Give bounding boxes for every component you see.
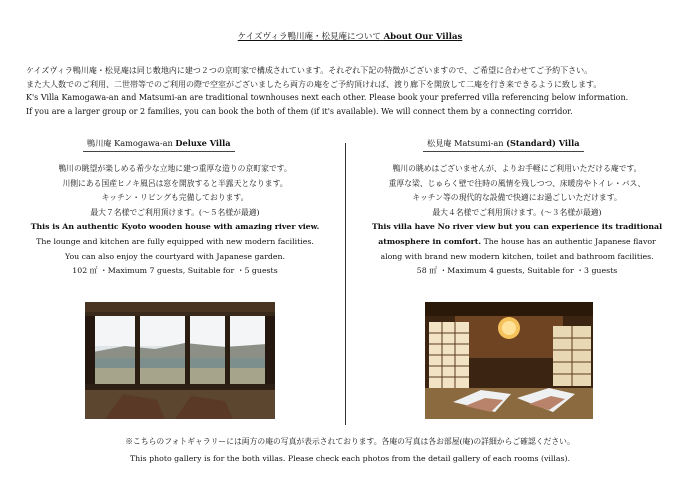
kamogawa-jp-line: 鴨川の眺望が楽しめる希少な立地に建つ重厚な造りの京町家です。 <box>58 164 292 173</box>
intro-line: ケイズヴィラ鴨川庵・松見庵は同じ敷地内に建つ２つの京町家で構成されています。それぞれ下記の特徴がございますので、ご希望に合わせてご予約下さい。 <box>26 66 593 75</box>
page-title <box>0 30 700 42</box>
intro-text <box>26 64 686 118</box>
intro-line: K's Villa Kamogawa-an and Matsumi-an are traditional townhouses next each other. Please book your preferred villa referencing below information. <box>26 93 629 102</box>
matsumi-jp-line: 重厚な梁、じゅらく壁で往時の風情を残しつつ、床暖房やトイレ・バス、 <box>388 178 646 188</box>
matsumi-description <box>352 162 682 279</box>
kamogawa-jp-line: キッチン・リビングも完備しております。 <box>101 193 249 203</box>
kamogawa-jp-line: 川側にある国産ヒノキ風呂は窓を開放すると半露天となります。 <box>62 178 288 188</box>
kamogawa-en-line: You can also enjoy the courtyard with Japanese garden. <box>65 251 285 261</box>
footer-jp: ※こちらのフォトギャラリーには両方の庵の写真が表示されております。各庵の写真は各お部屋(庵)の詳細からご確認ください。 <box>125 437 575 446</box>
kamogawa-description <box>15 162 335 279</box>
kamogawa-highlight: This is An authentic Kyoto wooden house with amazing river view. <box>30 222 320 232</box>
kamogawa-en-line: The lounge and kitchen are fully equipped with new modern facilities. <box>36 236 314 246</box>
footer-en: This photo gallery is for the both villas. Please check each photos from the detail gallery of each rooms (villas). <box>129 454 571 463</box>
intro-line: If you are a larger group or 2 families, you can book the both of them (if it's available). We will connect them by a connecting corridor. <box>26 106 573 116</box>
kamogawa-heading-type: Deluxe Villa <box>175 138 231 148</box>
intro-line: また大人数でのご利用、二世帯等でのご利用の際で空室がございましたら両方の庵をご予約頂ければ、渡り廊下を開放して二庵を行き来できるように致します。 <box>26 79 602 89</box>
photo-gallery-note <box>0 433 700 467</box>
kamogawa-jp-line: 最大７名様でご利用頂けます。(～５名様が最適) <box>90 207 260 217</box>
kamogawa-heading-name: 鴨川庵 Kamogawa-an <box>87 138 173 148</box>
matsumi-heading <box>423 138 584 152</box>
column-divider <box>345 143 346 425</box>
matsumi-photo <box>425 302 593 419</box>
matsumi-highlight-tail: The house has an authentic Japanese flavor <box>481 236 656 246</box>
matsumi-jp-line: 最大４名様でご利用頂けます。(～３名様が最適) <box>432 207 602 217</box>
kamogawa-photo <box>85 302 275 419</box>
matsumi-highlight-row <box>352 235 682 250</box>
kamogawa-size: 102 ㎡ ・Maximum 7 guests, Suitable for ・5 guests <box>72 266 278 276</box>
matsumi-jp-line: キッチン等の現代的な設備で快適にお過ごしいただけます。 <box>412 193 622 203</box>
matsumi-highlight-1: This villa have No river view but you can experience its traditional <box>371 222 663 232</box>
matsumi-highlight-2: atmosphere in comfort. <box>378 236 482 246</box>
matsumi-heading-type: (Standard) Villa <box>506 138 580 148</box>
matsumi-size: 58 ㎡ ・Maximum 4 guests, Suitable for ・3 guests <box>416 266 618 276</box>
title-jp: ケイズヴィラ鴨川庵・松見庵について <box>237 32 381 42</box>
matsumi-jp-line: 鴨川の眺めはございませんが、よりお手軽にご利用いただける庵です。 <box>392 164 642 173</box>
title-en: About Our Villas <box>383 32 463 42</box>
matsumi-heading-name: 松見庵 Matsumi-an <box>427 138 504 148</box>
matsumi-en-line: along with brand new modern kitchen, toilet and bathroom facilities. <box>380 251 654 261</box>
kamogawa-heading <box>83 138 235 152</box>
